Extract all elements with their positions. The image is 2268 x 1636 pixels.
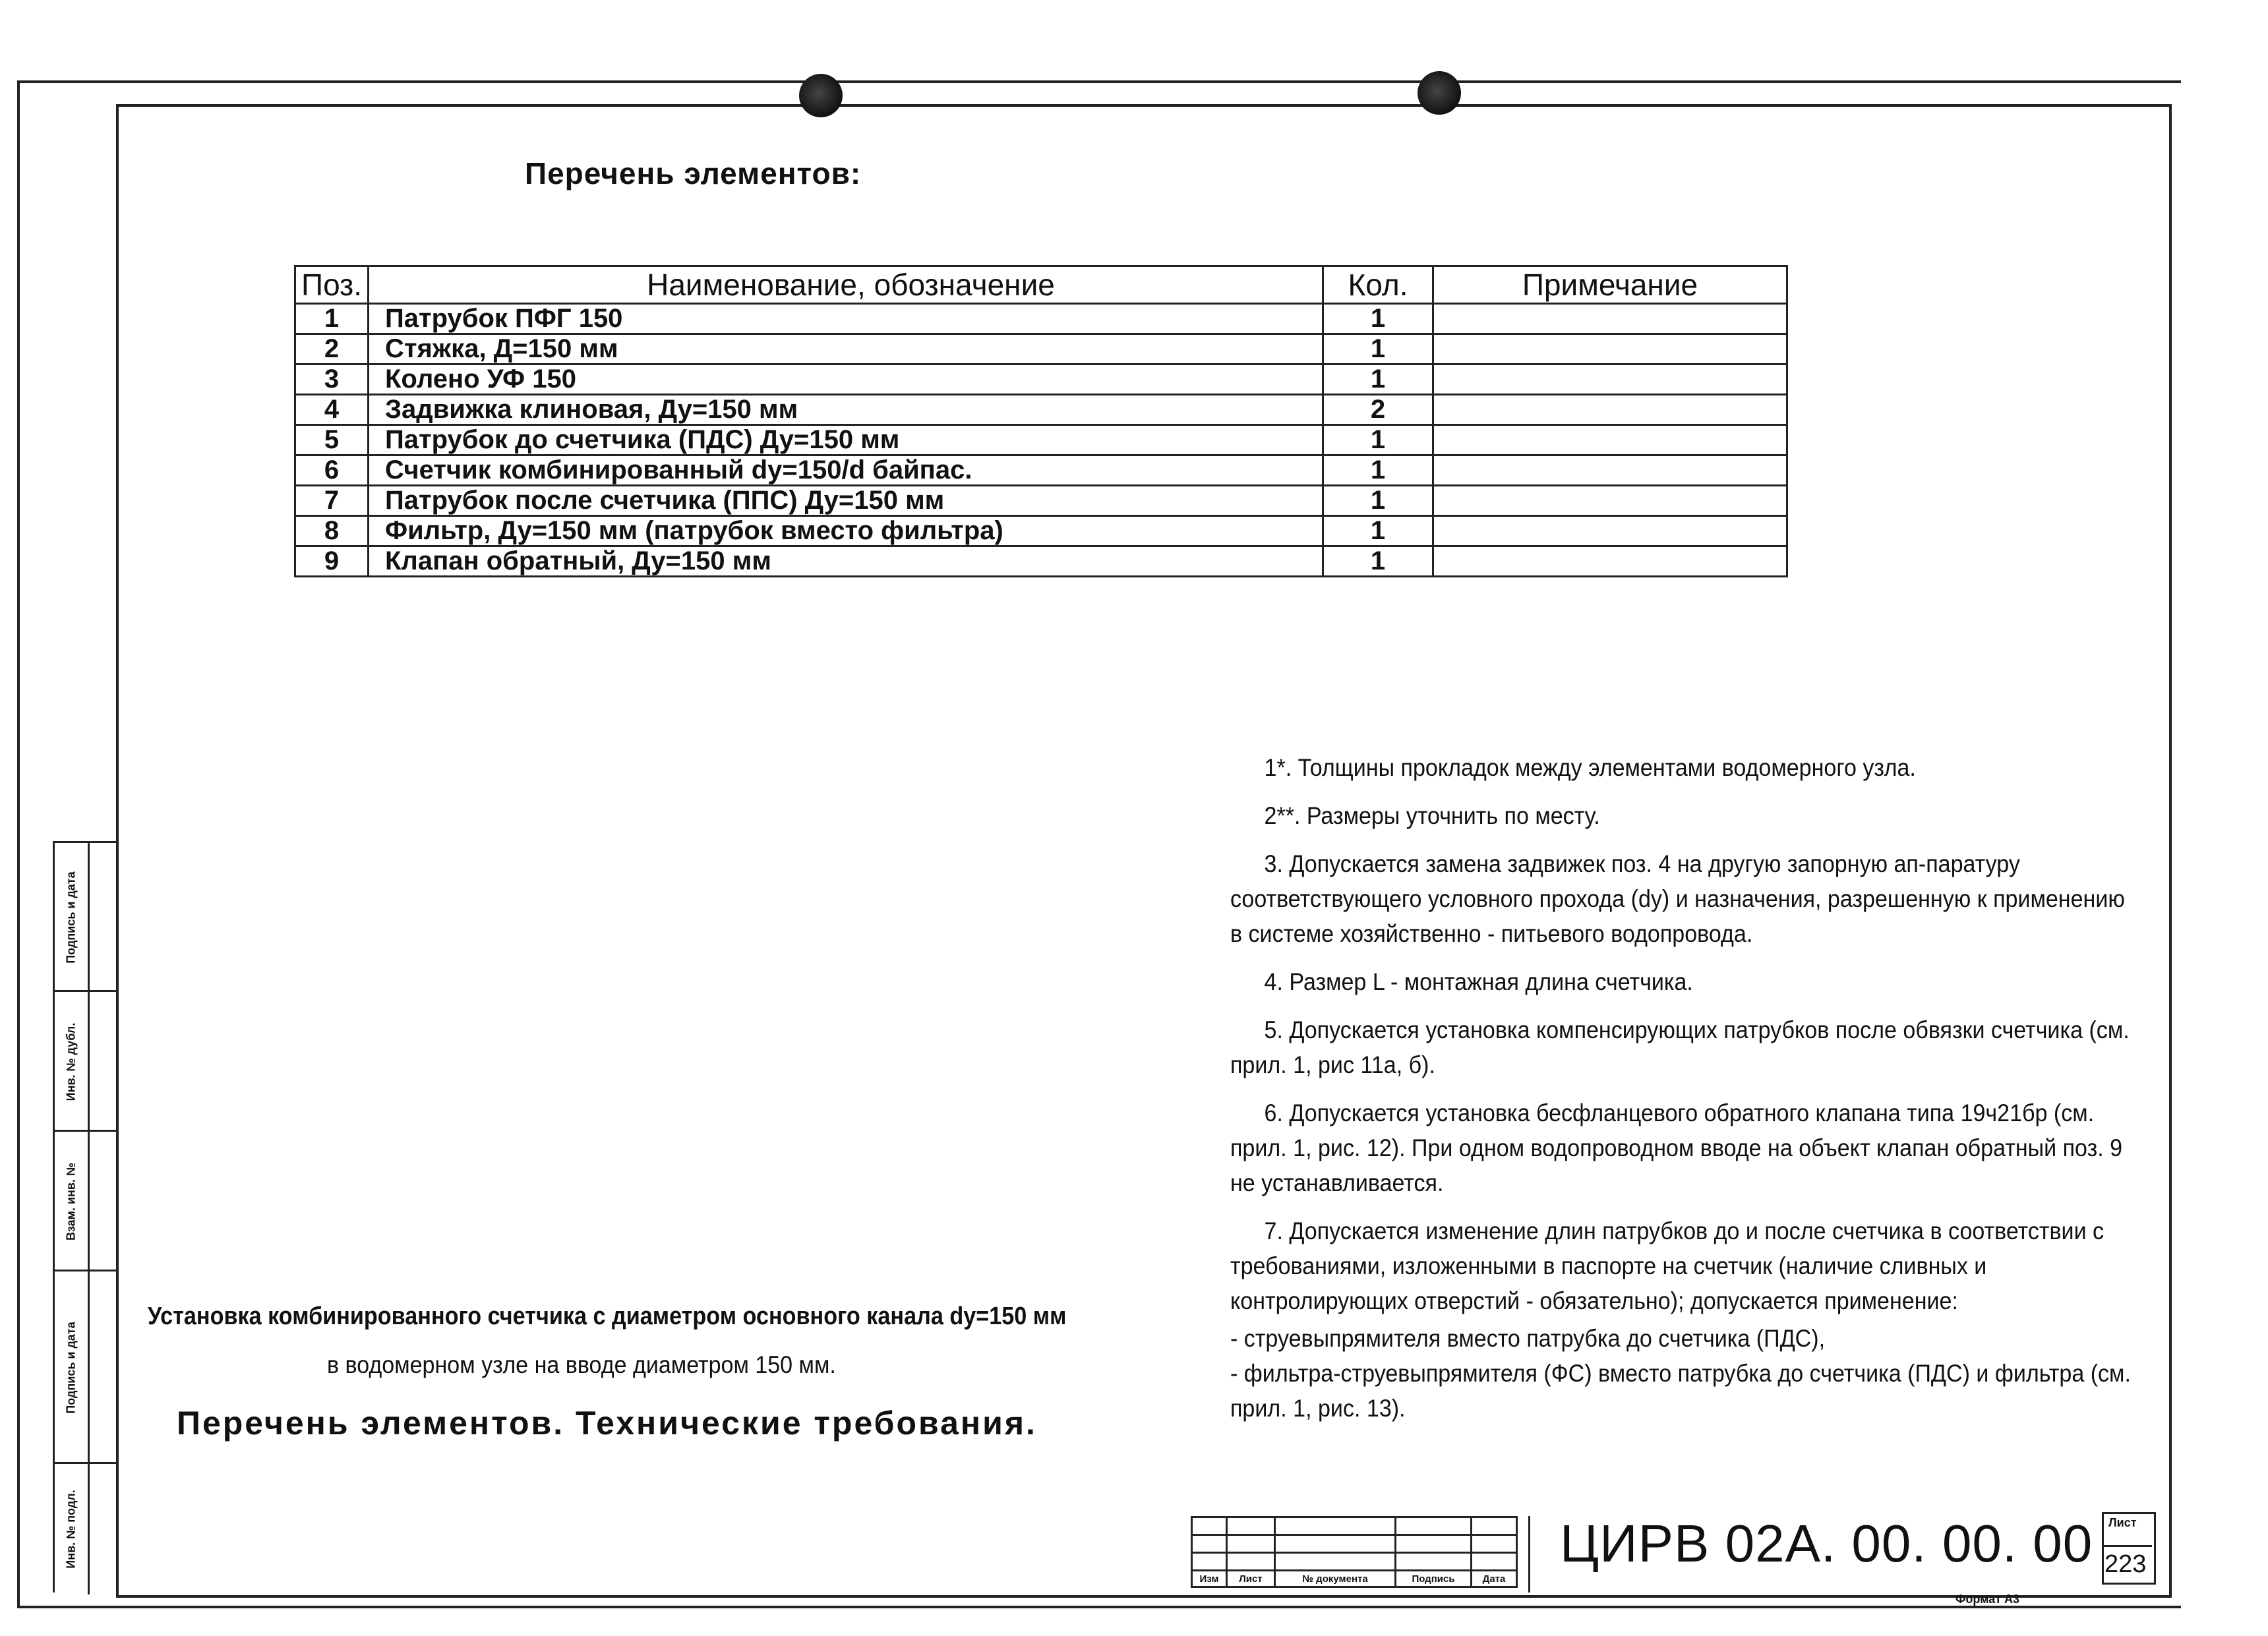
cell-qty: 1: [1323, 455, 1433, 486]
note-3: 3. Допускается замена задвижек поз. 4 на другую запорную ап-паратуру соответствующего условного прохода (dy) и назначения, разрешенную к применению в системе хозяйственно - питьевого водопровода.: [1230, 850, 2125, 947]
header-qty: Кол.: [1323, 266, 1433, 304]
tb-label-sheet: Лист: [1227, 1571, 1275, 1587]
cell-qty: 1: [1323, 334, 1433, 365]
table-row: [295, 455, 1787, 486]
cell-pos: 4: [295, 395, 369, 425]
cell-pos: 9: [295, 546, 369, 577]
cell-pos: 6: [295, 455, 369, 486]
strip-label: Подпись и дата: [64, 1322, 78, 1414]
cell-name: Фильтр, Ду=150 мм (патрубок вместо фильтра): [369, 516, 1323, 546]
cell-note: [1433, 425, 1787, 455]
cell-pos: 8: [295, 516, 369, 546]
document-code: ЦИРВ 02А. 00. 00. 00: [1560, 1514, 2093, 1573]
table-header-row: [295, 266, 1787, 304]
note-1: 1*. Толщины прокладок между элементами водомерного узла.: [1264, 754, 1916, 781]
sheet-number: 223: [2104, 1550, 2147, 1578]
sheet-label: Лист: [2108, 1516, 2137, 1529]
technical-notes: [1230, 750, 2140, 1426]
drawing-title-line-2: в водомерном узле на вводе диаметром 150 мм.: [327, 1351, 836, 1378]
strip-label: Инв. № подл.: [64, 1490, 78, 1569]
table-row: [295, 334, 1787, 365]
binder-hole-icon: [799, 74, 843, 117]
note-7b: - фильтра-струевыпрямителя (ФС) вместо патрубка до счетчика (ПДС) и фильтра (см. прил. 1, рис. 13).: [1230, 1360, 2131, 1422]
strip-cell: [55, 990, 118, 1132]
drawing-title-line-3: Перечень элементов. Технические требования.: [177, 1405, 1037, 1442]
note-5: 5. Допускается установка компенсирующих патрубков после обвязки счетчика (см. прил. 1, рис 11а, б).: [1230, 1016, 2130, 1078]
tb-label-change: Изм: [1192, 1571, 1227, 1587]
cell-name: Стяжка, Д=150 мм: [369, 334, 1323, 365]
cell-qty: 2: [1323, 395, 1433, 425]
note-6: 6. Допускается установка бесфланцевого обратного клапана типа 19ч21бр (см. прил. 1, рис. 12). При одном водопроводном вводе на объект клапан обратный поз. 9 не устанавливается.: [1230, 1099, 2123, 1196]
strip-label: Подпись и дата: [64, 871, 78, 964]
binding-strip: [53, 841, 118, 1592]
elements-list-title: Перечень элементов:: [525, 156, 862, 190]
cell-note: [1433, 516, 1787, 546]
header-name: Наименование, обозначение: [369, 266, 1323, 304]
cell-name: Колено УФ 150: [369, 365, 1323, 395]
strip-label: Инв. № дубл.: [64, 1022, 78, 1101]
cell-note: [1433, 334, 1787, 365]
note-2: 2**. Размеры уточнить по месту.: [1264, 802, 1600, 829]
cell-name: Патрубок ПФГ 150: [369, 304, 1323, 334]
paper-format: Формат А3: [1955, 1592, 2020, 1606]
cell-pos: 7: [295, 486, 369, 516]
cell-note: [1433, 546, 1787, 577]
binder-hole-icon: [1418, 71, 1461, 115]
tb-label-date: Дата: [1472, 1571, 1517, 1587]
cell-note: [1433, 395, 1787, 425]
tb-label-signature: Подпись: [1396, 1571, 1472, 1587]
drawing-title-line-1: Установка комбинированного счетчика с диаметром основного канала dy=150 мм: [148, 1302, 1067, 1330]
strip-cell: [55, 1130, 118, 1271]
strip-label: Взам. инв. №: [64, 1162, 78, 1241]
table-row: [295, 486, 1787, 516]
header-pos: Поз.: [295, 266, 369, 304]
cell-name: Клапан обратный, Ду=150 мм: [369, 546, 1323, 577]
strip-cell: [55, 841, 118, 992]
table-row: [295, 304, 1787, 334]
cell-qty: 1: [1323, 546, 1433, 577]
cell-qty: 1: [1323, 365, 1433, 395]
cell-name: Патрубок после счетчика (ППС) Ду=150 мм: [369, 486, 1323, 516]
cell-pos: 1: [295, 304, 369, 334]
cell-name: Патрубок до счетчика (ПДС) Ду=150 мм: [369, 425, 1323, 455]
cell-qty: 1: [1323, 304, 1433, 334]
cell-pos: 2: [295, 334, 369, 365]
tb-label-document: № документа: [1275, 1571, 1396, 1587]
note-4: 4. Размер L - монтажная длина счетчика.: [1264, 968, 1693, 995]
table-row: [295, 546, 1787, 577]
note-7: 7. Допускается изменение длин патрубков до и после счетчика в соответствии с требованиями, изложенными в паспорте на счетчик (наличие сливных и контролирующих отверстий - обязательно); допускается применение:: [1230, 1217, 2104, 1314]
title-block-divider: [1528, 1516, 1530, 1592]
table-row: [295, 395, 1787, 425]
table-row: [295, 425, 1787, 455]
note-7a: - струевыпрямителя вместо патрубка до счетчика (ПДС),: [1230, 1325, 1826, 1352]
cell-note: [1433, 455, 1787, 486]
cell-note: [1433, 365, 1787, 395]
table-row: [295, 365, 1787, 395]
elements-table: [294, 265, 1788, 577]
cell-pos: 3: [295, 365, 369, 395]
strip-cell: [55, 1270, 118, 1464]
cell-name: Счетчик комбинированный dy=150/d байпас.: [369, 455, 1323, 486]
header-note: Примечание: [1433, 266, 1787, 304]
cell-qty: 1: [1323, 516, 1433, 546]
cell-pos: 5: [295, 425, 369, 455]
cell-name: Задвижка клиновая, Ду=150 мм: [369, 395, 1323, 425]
cell-qty: 1: [1323, 425, 1433, 455]
strip-cell: [55, 1462, 118, 1594]
cell-qty: 1: [1323, 486, 1433, 516]
table-row: [295, 516, 1787, 546]
cell-note: [1433, 486, 1787, 516]
title-block-grid: [1191, 1516, 1518, 1588]
cell-note: [1433, 304, 1787, 334]
